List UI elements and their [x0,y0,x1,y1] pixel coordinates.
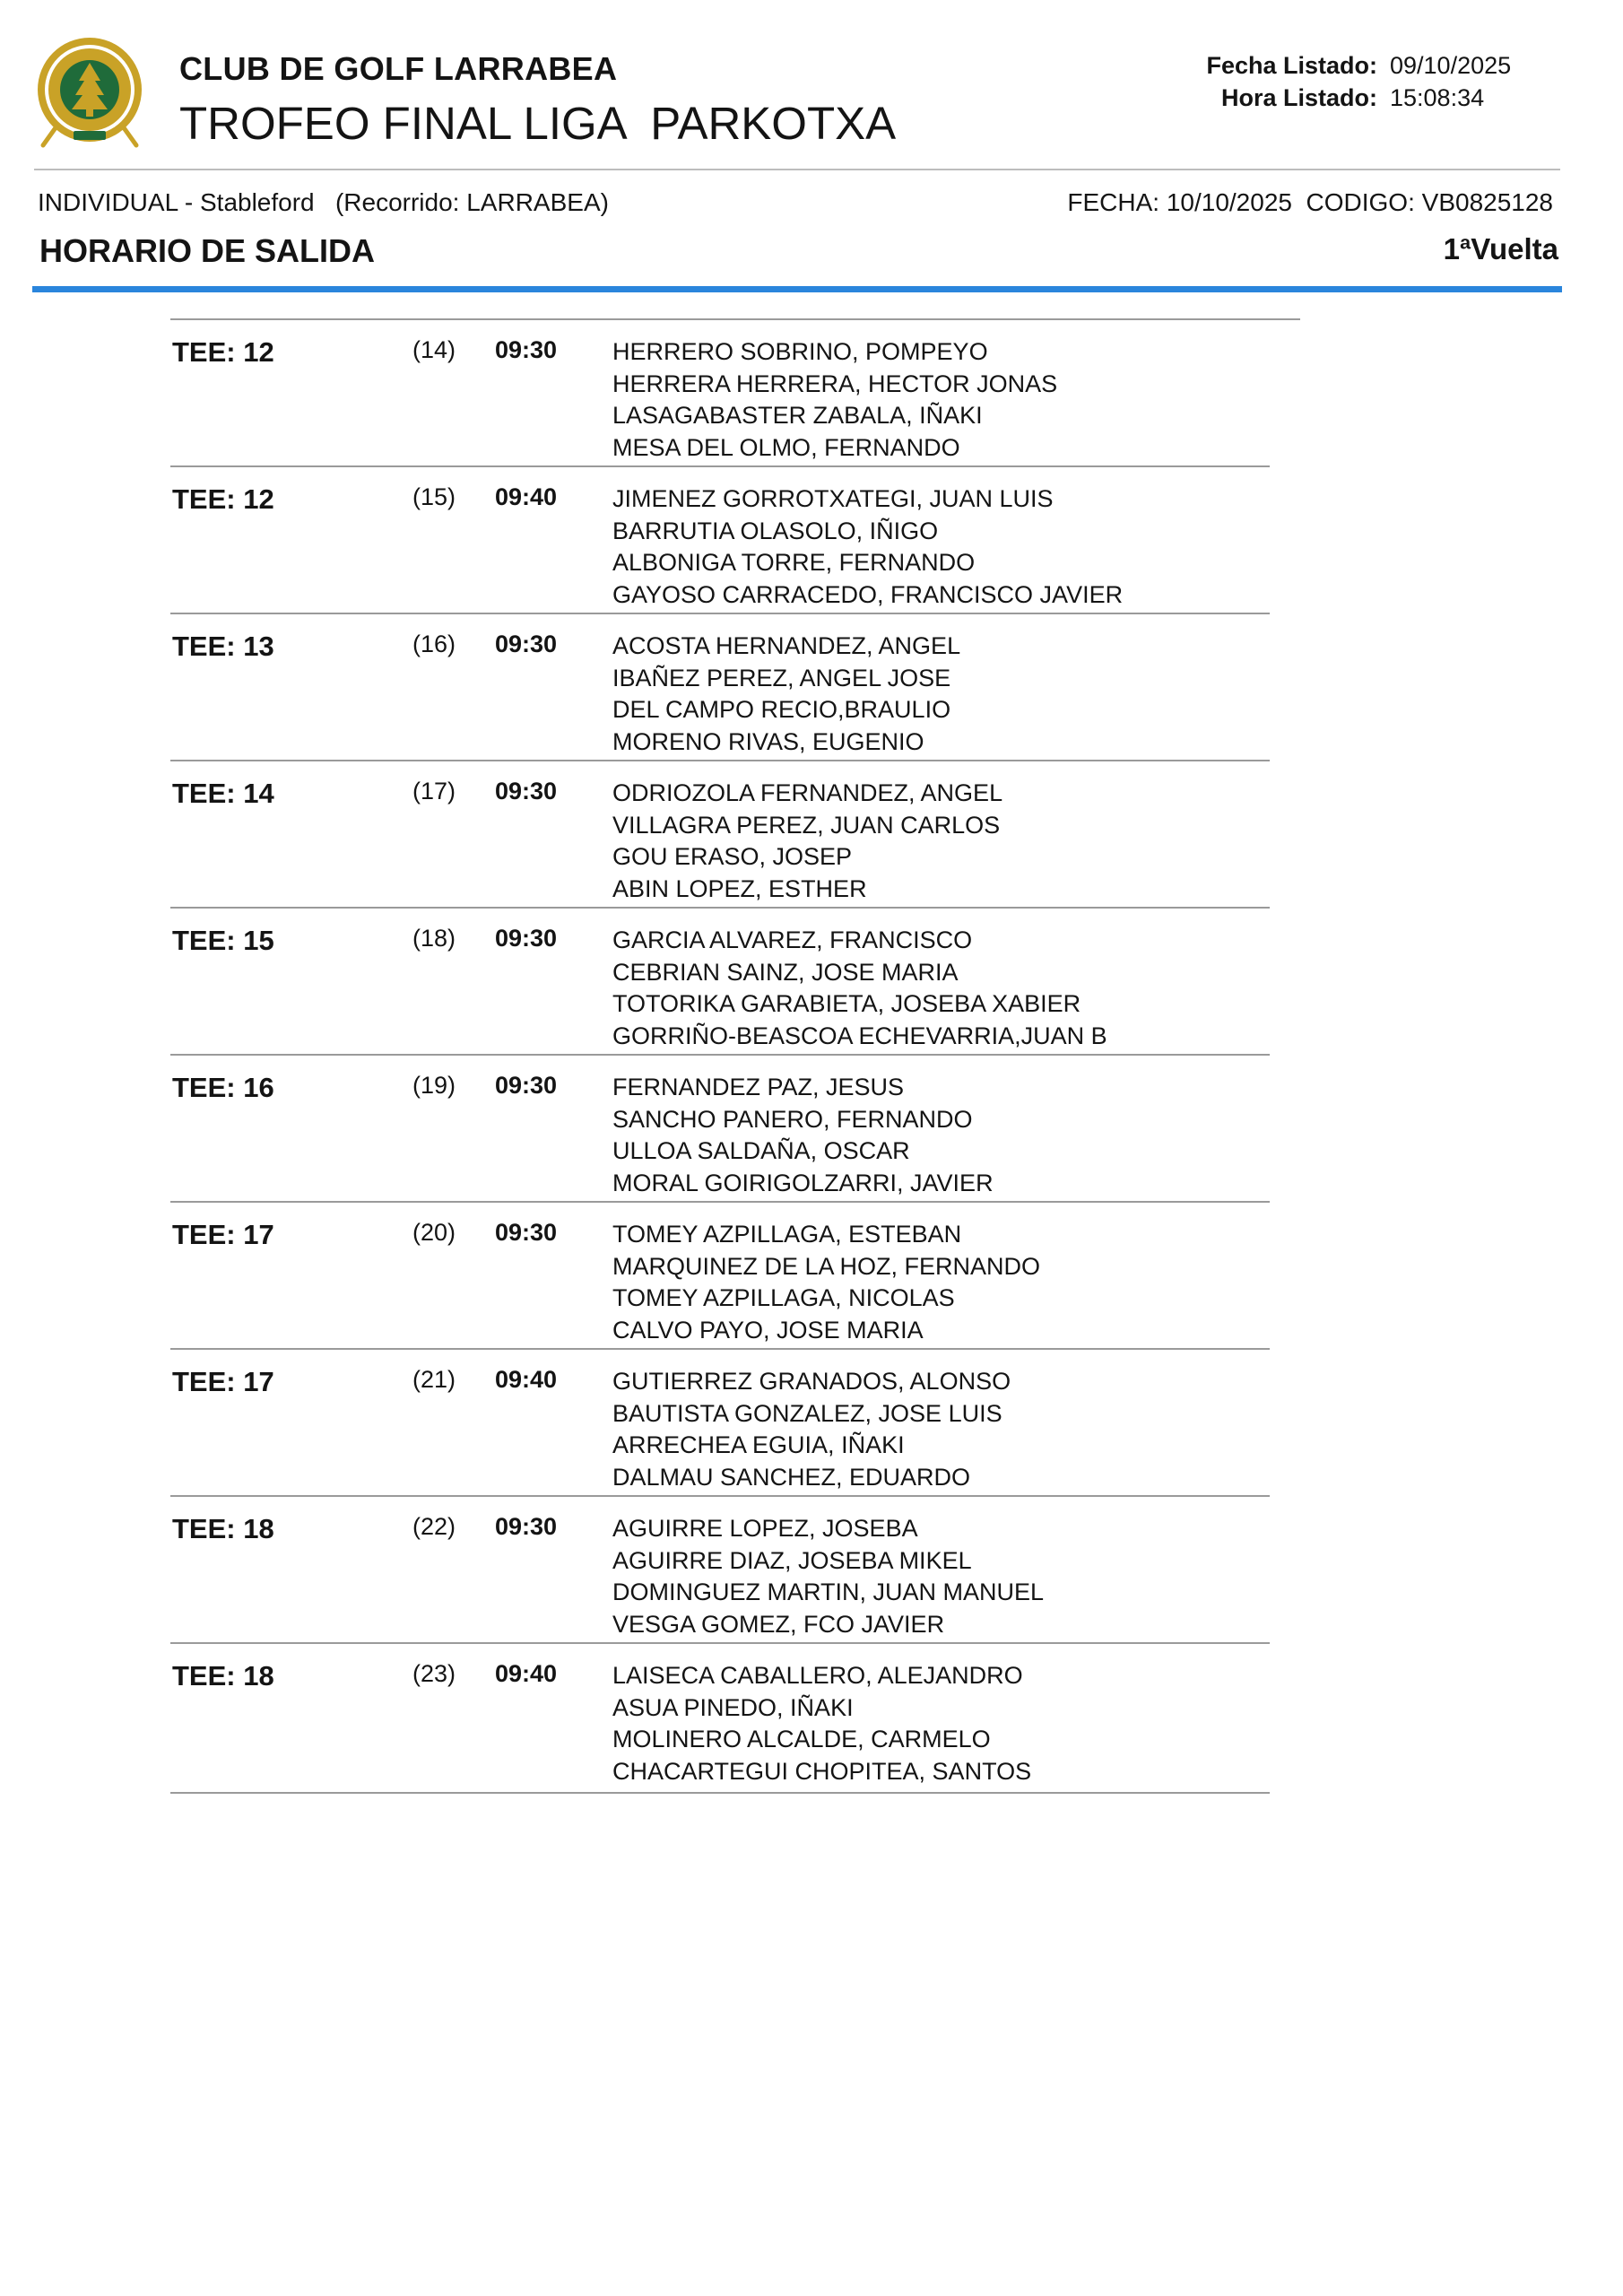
tee-group [170,467,1270,614]
hora-listado-value: 15:08:34 [1390,84,1485,111]
player-name: LASAGABASTER ZABALA, IÑAKI [612,402,983,429]
tee-group [170,1350,1270,1497]
player-name: MARQUINEZ DE LA HOZ, FERNANDO [612,1252,1041,1280]
player-name: DOMINGUEZ MARTIN, JUAN MANUEL [612,1578,1045,1605]
start-time: 09:30 [495,925,558,952]
start-time: 09:30 [495,1219,558,1246]
listing-meta [1171,49,1533,114]
players-list [612,1219,1040,1346]
group-number: (14) [412,336,456,363]
round-label: 1ªVuelta [1443,232,1558,265]
club-name: CLUB DE GOLF LARRABEA [179,50,618,87]
players-list [612,1660,1031,1787]
tee-label: TEE: 18 [172,1513,274,1544]
fecha-listado-row [1171,49,1533,82]
tee-label: TEE: 17 [172,1366,274,1397]
group-number: (23) [412,1660,456,1687]
start-time: 09:30 [495,778,558,804]
players-list [612,1366,1011,1493]
tee-label: TEE: 17 [172,1219,274,1250]
players-list [612,483,1123,611]
player-name: BARRUTIA OLASOLO, IÑIGO [612,517,939,544]
players-list [612,925,1107,1052]
group-number: (22) [412,1513,456,1540]
tee-group [170,1644,1270,1794]
accent-divider [32,286,1562,292]
competition-info: INDIVIDUAL - Stableford (Recorrido: LARRABEA) [38,188,609,216]
player-name: ACOSTA HERNANDEZ, ANGEL [612,632,961,659]
player-name: GOU ERASO, JOSEP [612,843,853,870]
group-number: (15) [412,483,456,510]
tee-group [170,909,1270,1056]
player-name: TOMEY AZPILLAGA, ESTEBAN [612,1221,962,1248]
tee-label: TEE: 18 [172,1660,274,1692]
player-name: VILLAGRA PEREZ, JUAN CARLOS [612,811,1001,839]
player-name: GUTIERREZ GRANADOS, ALONSO [612,1368,1011,1395]
tee-times-list [170,320,1270,1794]
player-name: BAUTISTA GONZALEZ, JOSE LUIS [612,1399,1002,1427]
hora-listado-row [1171,82,1533,114]
player-name: JIMENEZ GORROTXATEGI, JUAN LUIS [612,485,1054,512]
tee-group [170,1203,1270,1350]
player-name: CEBRIAN SAINZ, JOSE MARIA [612,958,959,986]
players-list [612,1513,1044,1640]
start-time: 09:30 [495,1513,558,1540]
tee-group [170,1497,1270,1644]
tee-label: TEE: 12 [172,483,274,515]
players-list [612,778,1002,905]
player-name: LAISECA CABALLERO, ALEJANDRO [612,1662,1023,1689]
player-name: MORAL GOIRIGOLZARRI, JAVIER [612,1169,994,1196]
player-name: DEL CAMPO RECIO,BRAULIO [612,696,951,723]
player-name: GORRIÑO-BEASCOA ECHEVARRIA,JUAN B [612,1022,1107,1049]
player-name: TOTORIKA GARABIETA, JOSEBA XABIER [612,990,1081,1017]
players-list [612,1072,994,1199]
group-number: (18) [412,925,456,952]
tee-label: TEE: 12 [172,336,274,368]
player-name: ODRIOZOLA FERNANDEZ, ANGEL [612,779,1003,806]
player-name: ABIN LOPEZ, ESTHER [612,874,867,902]
player-name: ULLOA SALDAÑA, OSCAR [612,1137,910,1164]
start-time: 09:40 [495,1366,558,1393]
tee-group [170,320,1270,467]
tee-label: TEE: 14 [172,778,274,809]
player-name: AGUIRRE DIAZ, JOSEBA MIKEL [612,1546,972,1574]
fecha-listado-value: 09/10/2025 [1390,52,1512,79]
section-title: HORARIO DE SALIDA [39,232,376,269]
club-logo [27,30,152,156]
player-name: VESGA GOMEZ, FCO JAVIER [612,1610,945,1638]
player-name: MESA DEL OLMO, FERNANDO [612,433,960,461]
fecha-listado-label: Fecha Listado: [1206,52,1377,79]
player-name: GAYOSO CARRACEDO, FRANCISCO JAVIER [612,580,1124,608]
tournament-title: TROFEO FINAL LIGA PARKOTXA [179,98,897,149]
player-name: DALMAU SANCHEZ, EDUARDO [612,1463,971,1491]
player-name: ARRECHEA EGUIA, IÑAKI [612,1431,905,1458]
start-time: 09:40 [495,1660,558,1687]
player-name: GARCIA ALVAREZ, FRANCISCO [612,926,973,953]
fecha-codigo: FECHA: 10/10/2025 CODIGO: VB0825128 [1067,188,1553,216]
header-divider [34,169,1560,170]
player-name: FERNANDEZ PAZ, JESUS [612,1074,905,1100]
player-name: ASUA PINEDO, IÑAKI [612,1693,854,1721]
player-name: MORENO RIVAS, EUGENIO [612,727,924,755]
group-number: (16) [412,631,456,657]
player-name: AGUIRRE LOPEZ, JOSEBA [612,1515,918,1542]
tee-group [170,614,1270,761]
player-name: ALBONIGA TORRE, FERNANDO [612,549,976,576]
start-time: 09:30 [495,336,558,363]
player-name: SANCHO PANERO, FERNANDO [612,1105,973,1133]
tee-group [170,761,1270,909]
players-list [612,631,960,758]
player-name: TOMEY AZPILLAGA, NICOLAS [612,1284,955,1311]
group-number: (17) [412,778,456,804]
tee-label: TEE: 13 [172,631,274,662]
player-name: HERRERO SOBRINO, POMPEYO [612,338,988,365]
start-time: 09:40 [495,483,558,510]
tee-label: TEE: 16 [172,1072,274,1103]
start-time: 09:30 [495,1072,558,1099]
player-name: CHACARTEGUI CHOPITEA, SANTOS [612,1757,1032,1785]
hora-listado-label: Hora Listado: [1220,84,1377,111]
group-number: (21) [412,1366,456,1393]
player-name: IBAÑEZ PEREZ, ANGEL JOSE [612,664,951,691]
player-name: MOLINERO ALCALDE, CARMELO [612,1726,991,1752]
group-number: (19) [412,1072,456,1099]
start-time: 09:30 [495,631,558,657]
player-name: CALVO PAYO, JOSE MARIA [612,1316,924,1344]
tee-label: TEE: 15 [172,925,274,956]
group-number: (20) [412,1219,456,1246]
player-name: HERRERA HERRERA, HECTOR JONAS [612,370,1058,397]
players-list [612,336,1057,464]
tee-group [170,1056,1270,1203]
